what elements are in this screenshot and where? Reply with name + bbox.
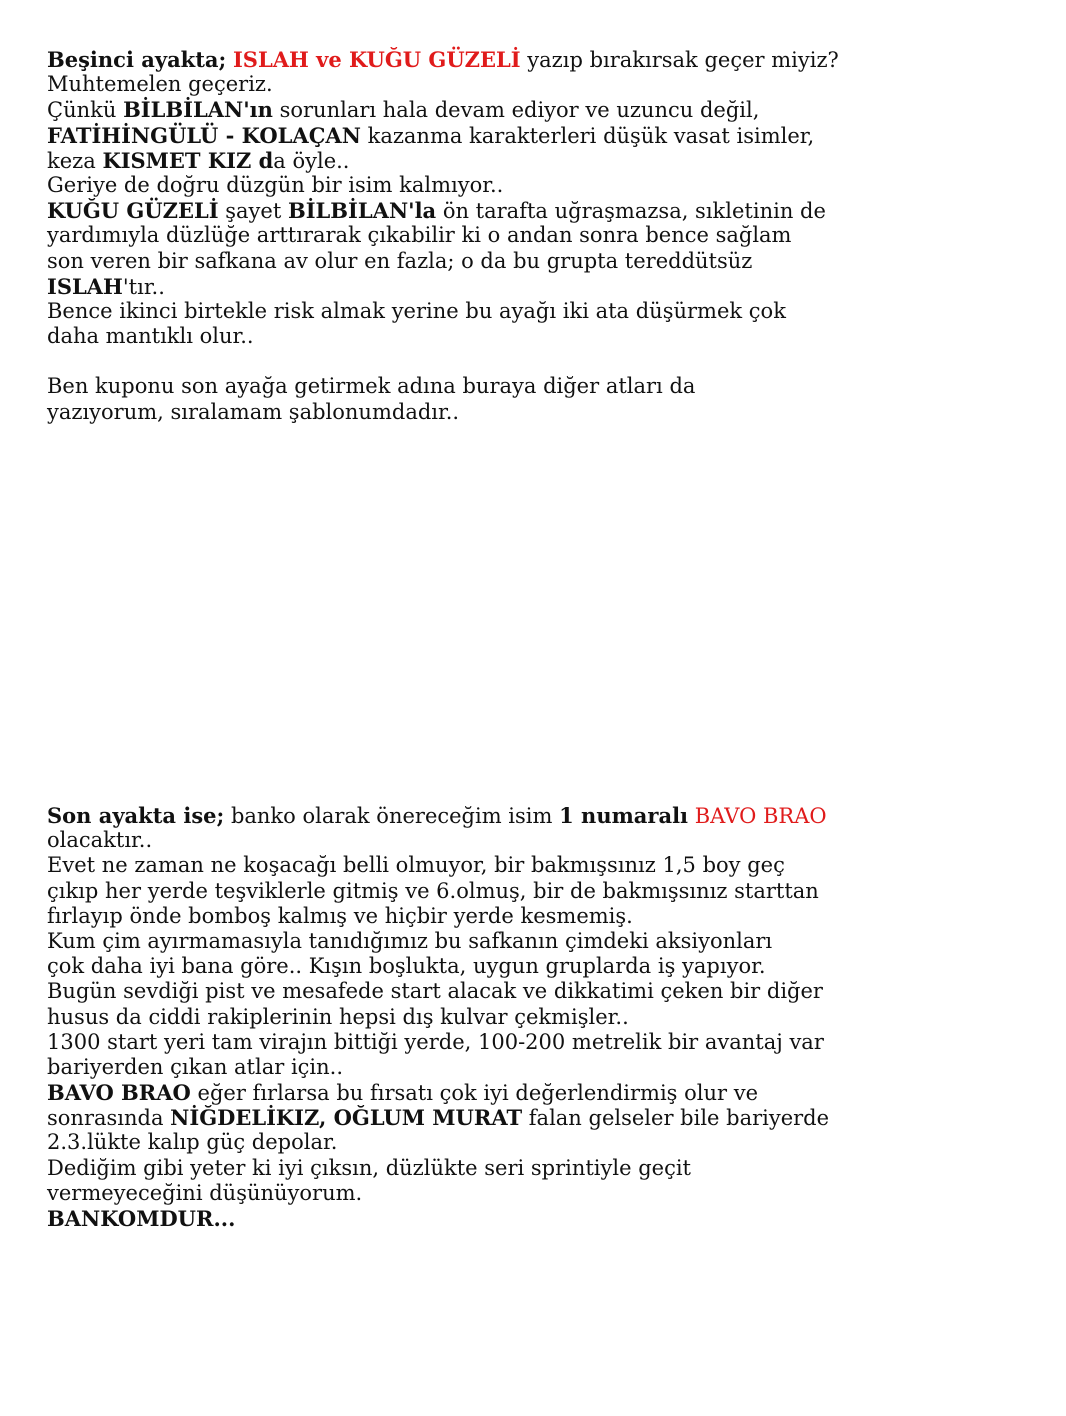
horse-name: BİLBİLAN'la xyxy=(287,198,437,224)
horse-name: KUĞU GÜZELİ xyxy=(47,198,219,224)
text: banko olarak önereceğim isim xyxy=(230,804,553,828)
horse-name: BAVO BRAO xyxy=(47,1080,191,1106)
banko-conclusion: BANKOMDUR... xyxy=(47,1206,236,1231)
fifth-leg-section xyxy=(47,47,839,425)
paragraph-line: husus da ciddi rakiplerinin hepsi dış kulvar çekmişler.. xyxy=(47,1004,629,1029)
paragraph-line: Kum çim ayırmamasıyla tanıdığımız bu safkanın çimdeki aksiyonları xyxy=(47,928,773,953)
text: Çünkü xyxy=(47,98,117,123)
blank-line xyxy=(47,349,777,374)
paragraph-line xyxy=(47,1206,777,1231)
paragraph-line: yardımıyla düzlüğe arttırarak çıkabilir ki o andan sonra bence sağlam xyxy=(47,223,792,248)
horse-name: ISLAH xyxy=(47,273,123,299)
text: falan gelseler bile bariyerde xyxy=(528,1106,830,1131)
paragraph-line: yazıyorum, sıralamam şablonumdadır.. xyxy=(47,399,460,424)
paragraph-line: daha mantıklı olur.. xyxy=(47,324,254,349)
post-number: 1 numaralı xyxy=(559,803,689,828)
paragraph-line xyxy=(47,122,815,148)
paragraph-line: Bence ikinci birtekle risk almak yerine bu ayağı iki ata düşürmek çok xyxy=(47,298,786,323)
paragraph-line: çıkıp her yerde teşviklerle gitmiş ve 6.olmuş, bir de bakmışsınız starttan xyxy=(47,878,819,903)
last-leg-section xyxy=(47,803,830,1231)
text: sorunları hala devam ediyor ve uzuncu değil, xyxy=(279,98,760,123)
text: sonrasında xyxy=(47,1106,164,1131)
text: yazıp bırakırsak geçer miyiz? xyxy=(527,48,839,72)
paragraph-line: Bugün sevdiği pist ve mesafede start alacak ve dikkatimi çeken bir diğer xyxy=(47,979,823,1004)
leg-heading: Beşinci ayakta; xyxy=(47,47,227,72)
paragraph-line: Evet ne zaman ne koşacağı belli olmuyor, bir bakmışsınız 1,5 boy geç xyxy=(47,853,785,878)
paragraph-line xyxy=(47,1080,777,1105)
paragraph-line: son veren bir safkana av olur en fazla; o da bu grupta tereddütsüz xyxy=(47,248,753,273)
paragraph-line xyxy=(47,148,777,173)
paragraph-line: 2.3.lükte kalıp güç depolar. xyxy=(47,1130,338,1155)
paragraph-line: Muhtemelen geçeriz. xyxy=(47,72,273,97)
text: kazanma karakterleri düşük vasat isimler, xyxy=(367,123,815,148)
text: a öyle.. xyxy=(273,148,350,173)
paragraph-line xyxy=(47,274,777,299)
paragraph-line xyxy=(47,47,839,72)
paragraph-line: fırlayıp önde bomboş kalmış ve hiçbir yerde kesmemiş. xyxy=(47,903,633,928)
paragraph-line: Dediğim gibi yeter ki iyi çıksın, düzlükte seri sprintiyle geçit xyxy=(47,1155,691,1180)
paragraph-line: olacaktır.. xyxy=(47,828,153,853)
paragraph-line: çok daha iyi bana göre.. Kışın boşlukta, uygun gruplarda iş yapıyor. xyxy=(47,954,766,979)
leg-heading: Son ayakta ise; xyxy=(47,803,225,828)
paragraph-line xyxy=(47,1105,830,1131)
highlighted-horse-names: ISLAH ve KUĞU GÜZELİ xyxy=(232,47,521,72)
horse-name: BİLBİLAN'ın xyxy=(123,97,273,123)
text: eğer fırlarsa bu fırsatı çok iyi değerlendirmiş olur ve xyxy=(197,1081,759,1106)
horse-name: KISMET KIZ d xyxy=(102,147,274,173)
paragraph-line xyxy=(47,97,777,122)
text: 'tır.. xyxy=(122,274,165,299)
paragraph-line: 1300 start yeri tam virajın bittiği yerde, 100-200 metrelik bir avantaj var xyxy=(47,1029,824,1054)
paragraph-line: vermeyeceğini düşünüyorum. xyxy=(47,1180,363,1205)
paragraph-line: Geriye de doğru düzgün bir isim kalmıyor.. xyxy=(47,172,504,197)
paragraph-line: bariyerden çıkan atlar için.. xyxy=(47,1054,344,1079)
horse-name: FATİHİNGÜLÜ - KOLAÇAN xyxy=(47,122,361,148)
paragraph-line: Ben kuponu son ayağa getirmek adına buraya diğer atları da xyxy=(47,374,696,399)
paragraph-line xyxy=(47,803,827,828)
paragraph-line xyxy=(47,198,826,224)
text: ön tarafta uğraşmazsa, sıkletinin de xyxy=(442,199,826,224)
horse-names: NİĞDELİKIZ, OĞLUM MURAT xyxy=(170,1105,523,1131)
text: keza xyxy=(47,148,96,173)
text: şayet xyxy=(225,199,282,224)
highlighted-horse-name: BAVO BRAO xyxy=(694,804,827,828)
